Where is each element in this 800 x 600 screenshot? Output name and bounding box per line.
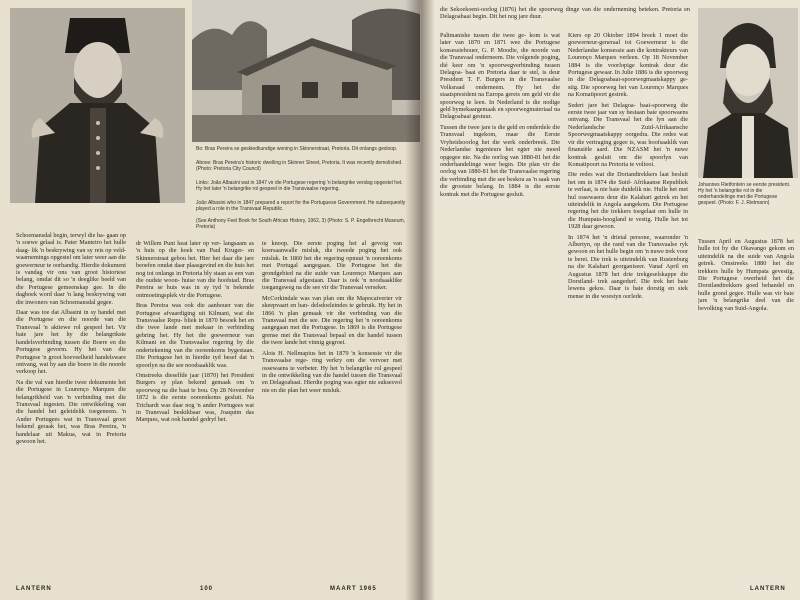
left-column-3: [262, 240, 402, 570]
paragraph: Tussen die twee jare is die geld en onderdele die Transvaal ingekom, maar die Eerste Vryheidsoorlog het die werk onderbreek. Die Nederlandse ingenieurs het egter nie moed opgegee nie. Na die oorlog van 1880-81 het die onderhandelinge weer begin. Die plan vir die oorlog van 1880-81 het die Transvaalse regering die verbinding met die see beskou as 'n saak van die grootste belang. In 1884 is die eerste kontrak met die Portugese gesluit.: [440, 123, 560, 198]
paragraph: Kiers op 20 Oktober 1894 breek 1 moet die goewerneur-generaal tot Goewerneur is die Nederlandse konsessie aan die kontrakteurs van Lourenço Marques verleen. Op 18 November 1884 is die voorlopige kontrak deur die Portugese gewaar. In Julie 1886 is die spoorweg in die Delagoabaai-spoorwegmaatskappy ge- stig. Die spoorweg het van Lourenço Marques na Komatipoort gestrek.: [568, 32, 688, 99]
paragraph: Tussen April en Augustus 1878 het hulle tot by die Okavango gekom en uiteindelik na die suide van Angola getrek. Omstreeks 1880 het die trekkers hulle by Humpata gevestig. Die Portugese owerheid het die Dorstlandtrekkers goed behandel en hulle grond gegee. Hulle was vir baie jare 'n belangrike deel van die bevolking van Suid-Angola.: [698, 238, 794, 312]
paragraph: Bras Pereira was ook die aanhouer van die Portugese afvaardiging uit Kilmani, wat die Transvaalse Repu- bliek in 1870 besoek het en die twee lande met mekaar in verbinding gebring het. Hy het die goewerneur van Kilmani en die Transvaalse regering by die ondertekening van die ooreenkoms bygestaan. Die Portugese het in hierdie tyd besef dat 'n spoorlyn na die see noodsaaklik was.: [136, 302, 254, 369]
albasini-caption-english: João Albasini who in 1847 prepared a report for the Portuguese Government. He subsequently played a role in the Transvaal Republic.: [196, 200, 406, 212]
portrait-photo: [10, 8, 185, 203]
paragraph: Die redes wat die Doriandtrekkers laat besluit het om in 1874 die Suid- Afrikaanse Republiek te verlaat, is nie baie duidelik nie. Hulle het met hul ossewaens deur die Kalahari getrek en het uiteindelik in Angola aangekom. Die Portugese regering het die trekkers toegelaat om hulle in die Humpata-hoogland te vestig. Hulle het tot 1928 daar gewoon.: [568, 171, 688, 231]
paragraph: Alois H. Nellmapius het in 1879 'n konsessie vir die Transvaalse rege- ring verkry om die vervoer met ossewaens te verbeter. Hy het 'n belangrike rol gespeel in die ontwikkeling van die handel tussen die Transvaal en Delagoabaai. Hierdie poging was egter nie suksesvol nie en die plan het weer misluk.: [262, 349, 402, 394]
right-column-2: [568, 32, 688, 572]
photo-source-caption: (See Anthony Feel Book for South African History, 1962, 3) (Photo: S. P. Engelbrecht Museum, Pretoria): [196, 218, 406, 230]
paragraph: Daar was toe dat Albasini in sy handel met die Portugese en die noorde van die Transvaal 'n aktiewe rol gespeel het. Vir baie jare het hy die belangrikste handelsverbinding tussen die Boere en die Portugese gevorm. Hy het van die Portugese 'n groot hoeveelheid handelsware ontvang, wat hy aan die boere in die noorde verkoop het.: [16, 309, 126, 376]
right-column-1: [440, 32, 560, 572]
historic-house-icon: [192, 0, 420, 142]
right-footer-lantern: LANTERN: [750, 586, 786, 592]
issue-date: MAART 1965: [330, 586, 377, 592]
right-intro: [440, 6, 690, 30]
paragraph: dr Willem Punt heat later op ver- langsaam as 'n huis op die hoek van Paul Kruger- en Skinnerstraat gebou het. Hier het daar die jare beoefen omdat daar plaasgevind en die huis het nog tot onlangs in Pretoria bly staan as een van die oudste woon- huise van die hoofstad. Bras Pereira se huis was in sy tyd 'n bekende ontmoetingsplek vir die Portugese.: [136, 240, 254, 299]
left-column-2: [136, 240, 254, 570]
right-page: [420, 0, 800, 600]
paragraph: In 1874 het 'n drietal persone, waaronder 'n Albertyn, op die rand van die Transvaalse ryk gewoon en het hulle begin om 'n nuwe trek voor te berei. Die trek is uiteindelik van Rustenburg na die Kalahari georganiseer. Vanaf April en Augustus 1878 het drie trekgeselskappe die Dorstland- trek aangedurf. Die trek het baie lewens gekos. Daar is baie dorstig en siek mense in die woestyn oorlede.: [568, 233, 688, 300]
paragraph: Schoemansdal begin, terwyl die ha- gaan op 'n soewe gelaal is. Pater Manteiro het hulle daag- lik 'n beskrywing van sy reis op veld- waarnemings opgestel om later weer aan die goewerneur te oorhandig. Hierdie dokument is vandag vir ons van groot historiese belang, omdat dit so 'n deeglike beeld van die Portugese gemeenskap gee. In die dagboek word daar 'n lang beskrywing van die inwoners van Schoemansdal gegee.: [16, 232, 126, 306]
paragraph: McCorkindale was van plan om die Mapocatverier vir skeepvaart en han- delsdoeleindes te gebruik. Hy het in 1866 'n plan gemaak vir die verbinding van die Transvaal met die see. Die regering het 'n ooreenkoms aangegaan met die Portugese. In 1869 is die Portugese grense met die Transvaal bepaal en die handel tussen die twee lande het vinnig gegroei.: [262, 294, 402, 347]
bearded-man-portrait-icon: [698, 8, 798, 178]
officer-portrait-icon: [10, 8, 185, 203]
paragraph: te knoop. Die eerste poging het al gevoig van koersaanwalle misluk, die tweede poging het ook misluk. In 1860 het die regering opnuut 'n ooreenkoms met Portugal aangegaan. Die Portugese het die grondgebied na die suide van Lourenço Marques aan die Transvaal afgestaan. Daar is ook 'n noodsaaklike toegangsweg na die see vir die Transvaal verseker.: [262, 240, 402, 292]
house-caption-english: Above: Bras Pereira's historic dwelling in Skinner Street, Pretoria. It was recently demolished. (Photo: Pretoria City Council): [196, 160, 403, 172]
right-portrait-photo: [698, 8, 798, 178]
albasini-caption-afrikaans: Links: João Albasini wat in 1847 vir die Portugese regering 'n belangrike verslag opgestel het. Hy het later 'n belangrike rol gespeel in die Transvaalse regering.: [196, 180, 403, 192]
house-caption-afrikaans: Bo: Bras Pereira se geskiedkundige woning in Skinnerstraat, Pretoria. Dit onlangs gesloop.: [196, 146, 398, 152]
paragraph: Paltmanishe tussen die twee ge- kom is wat later van 1870 en 1871 wee die Portugese konsessiehouer, G. P. Moodie, die noorde van die Transvaal onderneem. Die volgende poging, dié keer om 'n spoorwegverbinding tussen Delagoa- baai en Pretoria daar te stel, is deur President T. F. Burgers in die Transvaalse Volksraad onderneem. Hy het die staatspresident na Europa gereis om geld vir die spoorweg te leen. In Nederland is die nodige geld bymekaargemaak en spoorwegmateriaal na Delagoabaai gestuur.: [440, 32, 560, 121]
paragraph: die Sekoekoeni-oorlog (1876) het die spoorweg dinge van die onderneming beteken. Pretoria en Delagoabaai begin. Dit het nog jare duur.: [440, 6, 690, 21]
paragraph: Na die val van hierdie twee dokumente het die Portugese in Lourenço Marques die belangrikheid van 'n verbinding met die Transvaal ingesien. Die ontwikkeling van die handel het geleidelik toegeneem. 'n Ander Portugees wat in Transvaal groot bekend geraak het, was Bras Pereira, 'n handelaar uit Makua, wat in Pretoria gewoon het.: [16, 378, 126, 445]
paragraph: Omstreeks dieselfde jaar (1870) het President Burgers sy plan bekend gemaak om 'n spoorweg na die baai te bou. Op 28 November 1872 is die eerste ooreenkoms gesluit. Na Trichardt was daar nog 'n ander Portugees wat in Transvaal beskikbaar was, Joaquim das Marques, wat ook handel gedryf het.: [136, 371, 254, 424]
right-column-3: [698, 238, 794, 573]
page-number: 100: [200, 586, 214, 592]
paragraph: Sedert jare het Delagoa- baai-spoorweg die eerste twee jaar van sy bestaan baie spoorwaens ontvang. Die Transvaal het die lyn aan die Nederlandsche Zuid-Afrikaansche Spoorwegmaatskappy oorgedra. Die redes wat vir die vertraging gegee is, was hoofsaaklik van finansiële aard. Die NZASM het 'n nuwe kontrak gesluit om die spoorlyn van Komatipoort na Pretoria te voltooi.: [568, 101, 688, 168]
house-photo: [192, 0, 420, 142]
right-portrait-caption: Johannes Rietfontein se eerste president. Hy het 'n belangrike rol in die onderhandelinge met die Portugese gespeel. (Photo: F. J. Rietmann): [698, 182, 791, 206]
left-column-1: [16, 232, 126, 572]
left-footer-lantern: LANTERN: [16, 586, 52, 592]
